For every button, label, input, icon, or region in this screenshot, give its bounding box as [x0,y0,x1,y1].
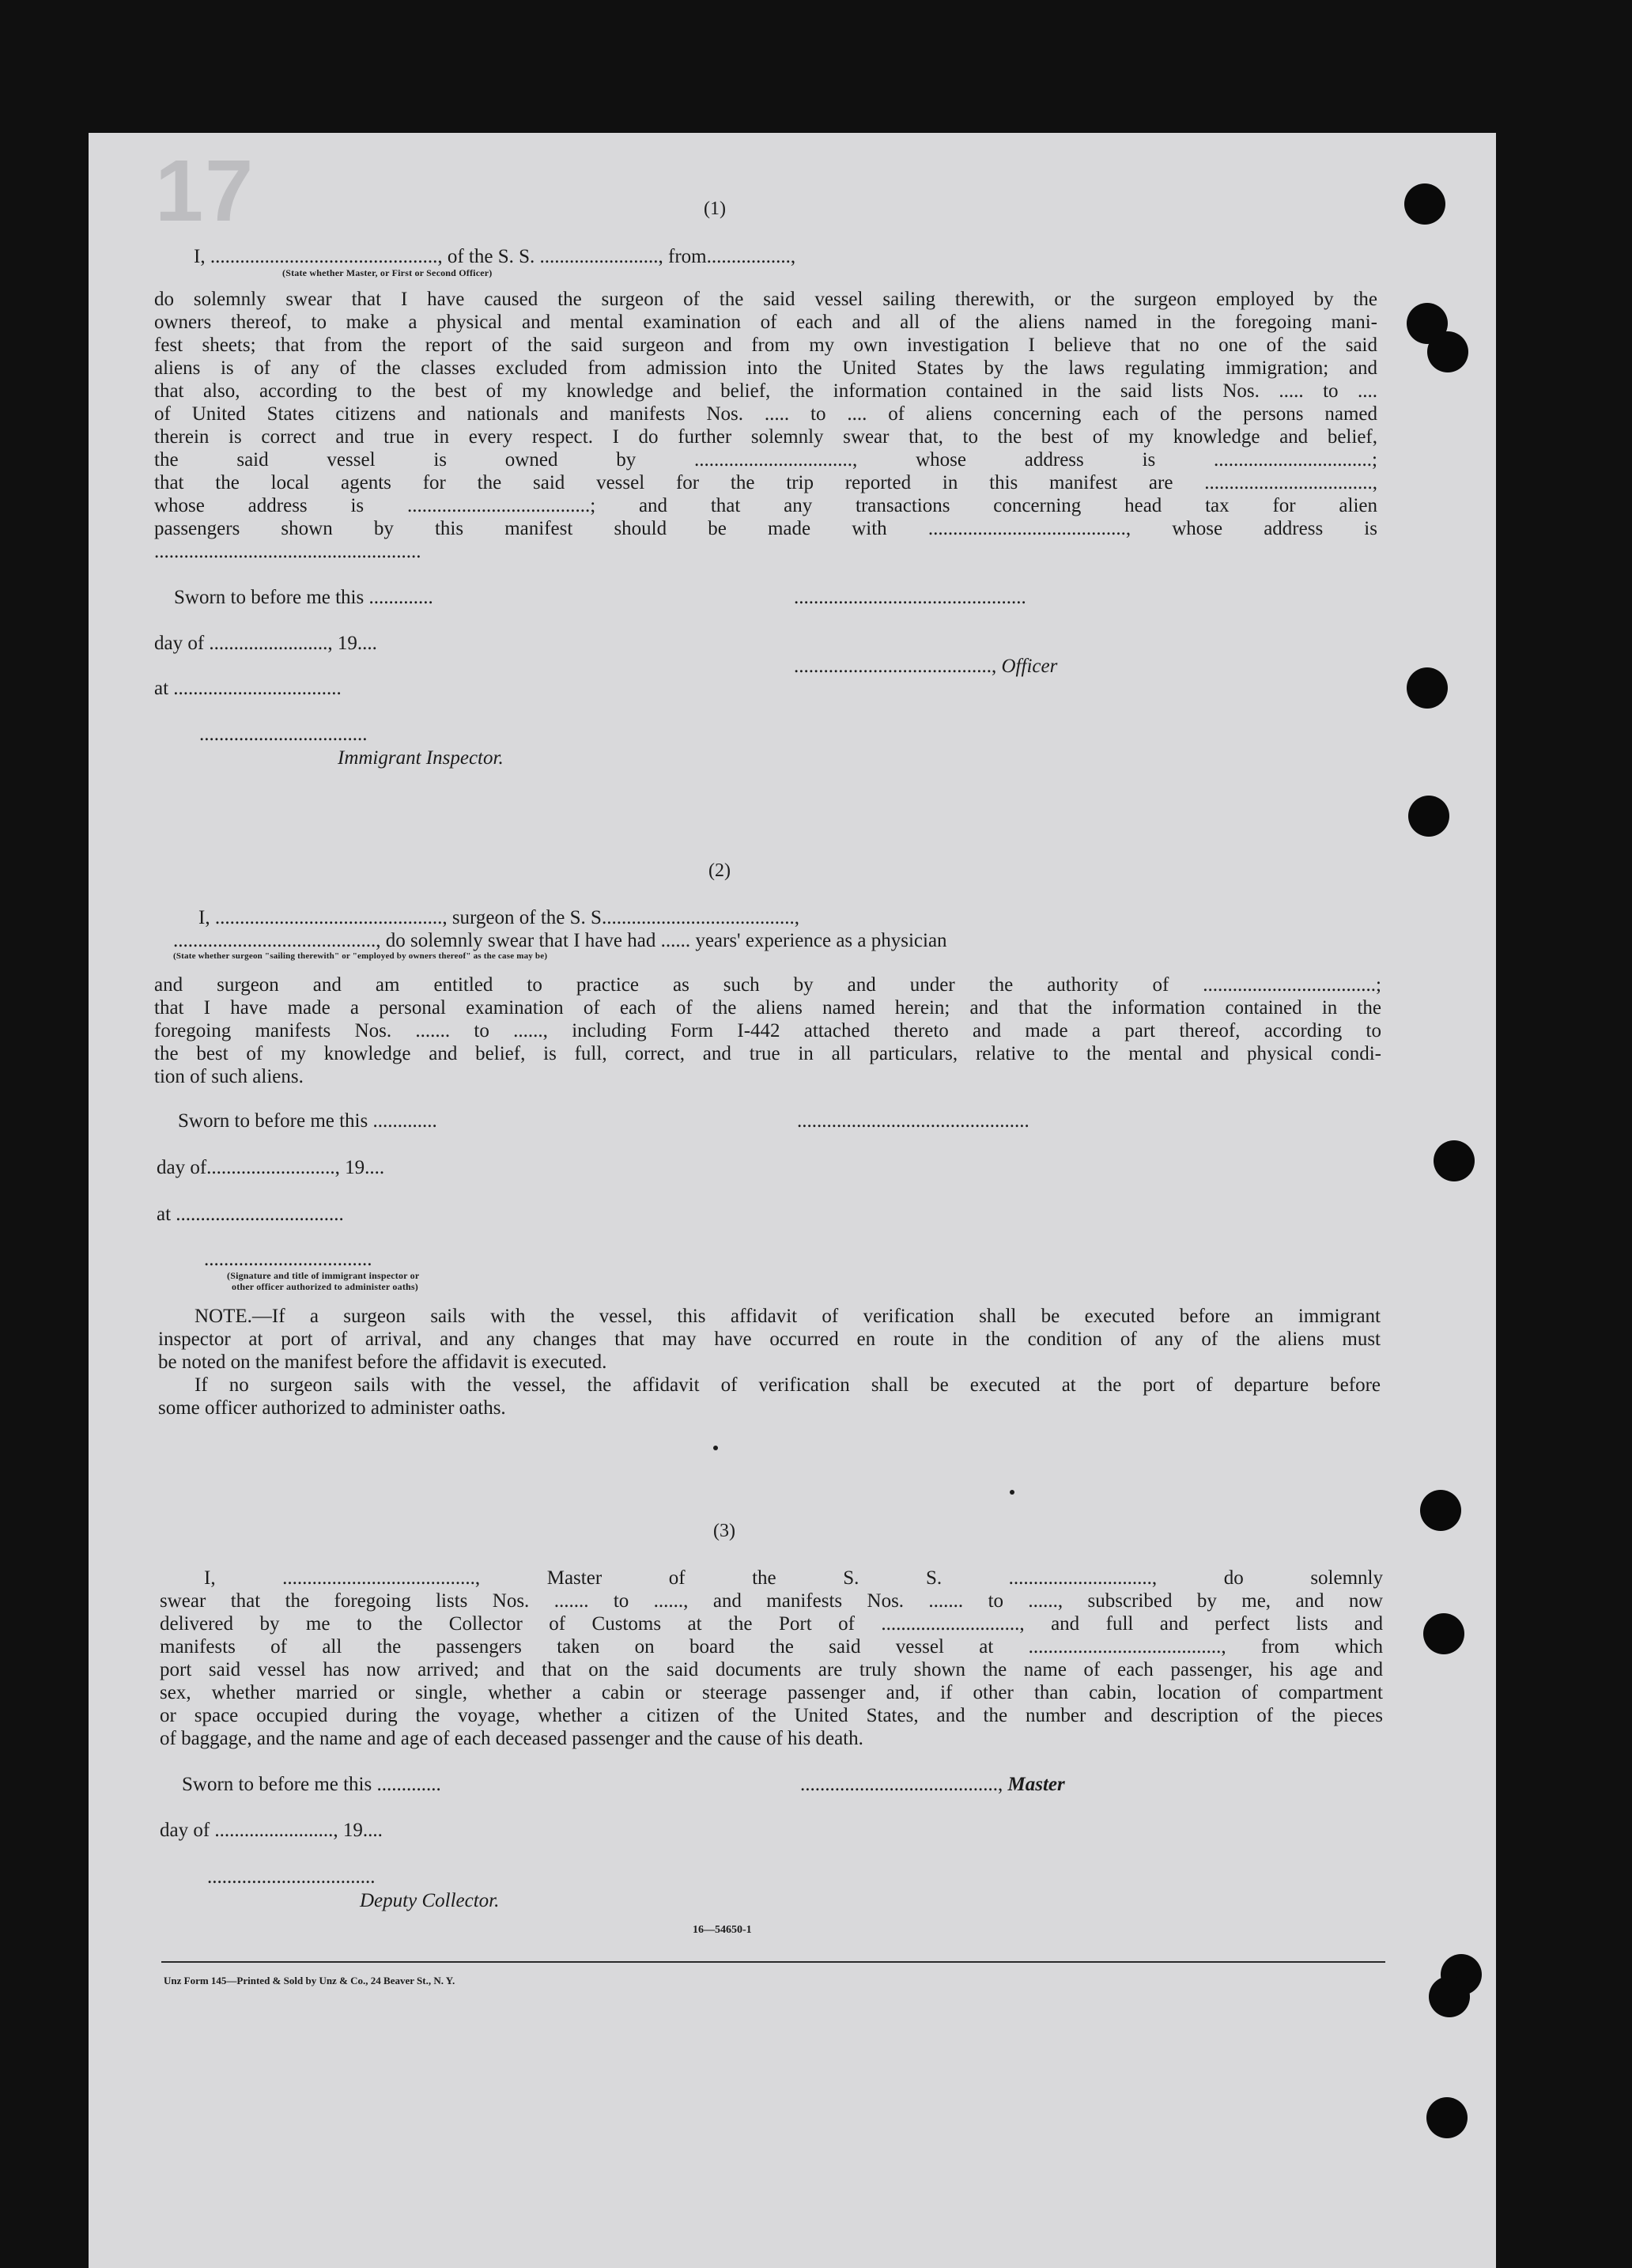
section-1-body-line: whose address is .....................................; and that any transactions concerning head tax for alien [154,495,1377,516]
note-2-line: If no surgeon sails with the vessel, the affidavit of verification shall be executed at the port of departure before [195,1374,1381,1396]
section-3-master-line [800,1773,1065,1796]
binder-hole [1423,1613,1464,1654]
form-page [89,133,1496,2268]
section-1-body-line: owners thereof, to make a physical and mental examination of each and all of the aliens named in the foregoing mani- [154,312,1377,333]
note-line: NOTE.—If a surgeon sails with the vessel, this affidavit of verification shall be executed before an immigrant [195,1306,1381,1327]
binder-hole [1426,2097,1468,2138]
footer-rule [161,1961,1385,1963]
officer-label: Officer [1001,656,1058,677]
section-3-body-line: sex, whether married or single, whether a cabin or steerage passenger and, if other than cabin, location of compartment [160,1682,1383,1703]
section-1-body-line: of United States citizens and nationals and manifests Nos. ..... to .... of aliens concerning each of the persons named [154,403,1377,425]
section-2-right-dots: ............................................... [797,1110,1029,1132]
section-3-day: day of ........................, 19.... [160,1820,383,1841]
section-1-body-line: fest sheets; that from the report of the said surgeon and from my own investigation I believe that no one of the said [154,335,1377,356]
section-2-at: at .................................. [157,1204,344,1225]
section-3-body-line: I, ......................................., Master of the S. S. ............................., do solemnly [204,1567,1383,1589]
note-2-last-line: some officer authorized to administer oaths. [158,1397,506,1419]
deputy-collector-label: Deputy Collector. [360,1890,500,1911]
printer-footer: Unz Form 145—Printed & Sold by Unz & Co., 24 Beaver St., N. Y. [164,1975,455,1986]
section-3-sworn: Sworn to before me this ............. [182,1774,441,1795]
note-line: inspector at port of arrival, and any changes that may have occurred en route in the condition of any of the aliens must [158,1329,1381,1350]
section-2-body-last-line: tion of such aliens. [154,1066,304,1087]
binder-hole [1429,1976,1470,2017]
section-3-signature-dots: .................................. [207,1866,376,1888]
stamp-mark: 17 [155,142,255,240]
section-1-body-line: that the local agents for the said vessel for the trip reported in this manifest are .................................., [154,472,1377,493]
section-1-note: (State whether Master, or First or Second Officer) [282,267,493,278]
section-1-body-last-line: ...................................................... [154,541,421,562]
binder-hole [1427,331,1468,372]
section-1-at: at .................................. [154,678,342,699]
section-1-body [154,288,1377,563]
section-2-sworn: Sworn to before me this ............. [178,1110,437,1132]
binder-hole [1408,796,1449,837]
scan-speck [1010,1490,1014,1495]
master-label: Master [1007,1774,1065,1795]
section-3-body-line: swear that the foregoing lists Nos. ....... to ......, and manifests Nos. ....... to ......, subscribed by me, and now [160,1590,1383,1612]
binder-hole [1404,183,1445,225]
section-2-signature-dots: .................................. [204,1249,372,1270]
section-3-body-line: manifests of all the passengers taken on board the said vessel at ......................................., from which [160,1636,1383,1658]
section-2-note: (State whether surgeon "sailing therewith" or "employed by owners thereof" as the case may be) [173,951,548,961]
section-1-officer-line [794,655,1057,678]
binder-hole [1420,1490,1461,1531]
section-1-right-dots: ............................................... [794,587,1026,608]
section-1-signature-dots: .................................. [199,724,368,745]
section-2-body-line: that I have made a personal examination of each of the aliens named herein; and that the information contained in the [154,997,1381,1019]
section-2-body [154,973,1381,1088]
binder-hole [1407,667,1448,709]
section-1-body-line: passengers shown by this manifest should be made with ........................................, whose address is [154,518,1377,539]
section-2-signature-note-2: other officer authorized to administer oaths) [232,1281,418,1292]
section-1-body-line: therein is correct and true in every respect. I do further solemnly swear that, to the best of my knowledge and belief, [154,426,1377,448]
master-dots: ........................................, [800,1774,1003,1795]
scan-speck [713,1446,718,1450]
section-2-signature-note-1: (Signature and title of immigrant inspector or [227,1270,420,1281]
section-1-sworn: Sworn to before me this ............. [174,587,433,608]
section-3-number: (3) [713,1521,735,1541]
section-3-body [160,1567,1383,1750]
section-1-line-1: I, .............................................., of the S. S. ........................, from................., [194,246,796,267]
section-3-body-line: or space occupied during the voyage, whether a citizen of the United States, and the number and description of the pieces [160,1705,1383,1726]
section-2-note-paragraph [158,1305,1381,1419]
section-1-body-line: the said vessel is owned by ................................, whose address is ................................; [154,449,1377,471]
section-3-body-line: delivered by me to the Collector of Customs at the Port of ............................, and full and perfect lists and [160,1613,1383,1635]
binder-hole [1434,1140,1475,1181]
section-1-body-line: aliens is of any of the classes excluded from admission into the United States by the laws regulating immigration; and [154,357,1377,379]
officer-dots: ........................................, [794,656,997,677]
section-2-body-line: foregoing manifests Nos. ....... to ......, including Form I-442 attached thereto and made a part thereof, according to [154,1020,1381,1041]
section-1-number: (1) [704,198,726,219]
section-1-body-line: that also, according to the best of my knowledge and belief, the information contained in the said lists Nos. ..... to .... [154,380,1377,402]
section-1-day: day of ........................, 19.... [154,633,377,654]
section-3-body-last-line: of baggage, and the name and age of each deceased passenger and the cause of his death. [160,1728,863,1749]
section-1-body-line: do solemnly swear that I have caused the surgeon of the said vessel sailing therewith, or the surgeon employed by the [154,289,1377,310]
immigrant-inspector-label: Immigrant Inspector. [338,747,504,769]
form-number: 16—54650-1 [693,1924,752,1936]
section-2-line-2: ........................................., do solemnly swear that I have had ...... years' experience as a physician [173,930,947,951]
section-2-day: day of.........................., 19.... [157,1157,385,1178]
section-3-body-line: port said vessel has now arrived; and that on the said documents are truly shown the name of each passenger, his age and [160,1659,1383,1680]
section-2-line-1: I, .............................................., surgeon of the S. S......................................., [198,907,799,928]
note-last-line: be noted on the manifest before the affidavit is executed. [158,1351,607,1373]
section-2-body-line: and surgeon and am entitled to practice as such by and under the authority of ...................................; [154,974,1381,996]
section-2-number: (2) [708,860,731,881]
section-2-body-line: the best of my knowledge and belief, is full, correct, and true in all particulars, relative to the mental and physical condi- [154,1043,1381,1064]
